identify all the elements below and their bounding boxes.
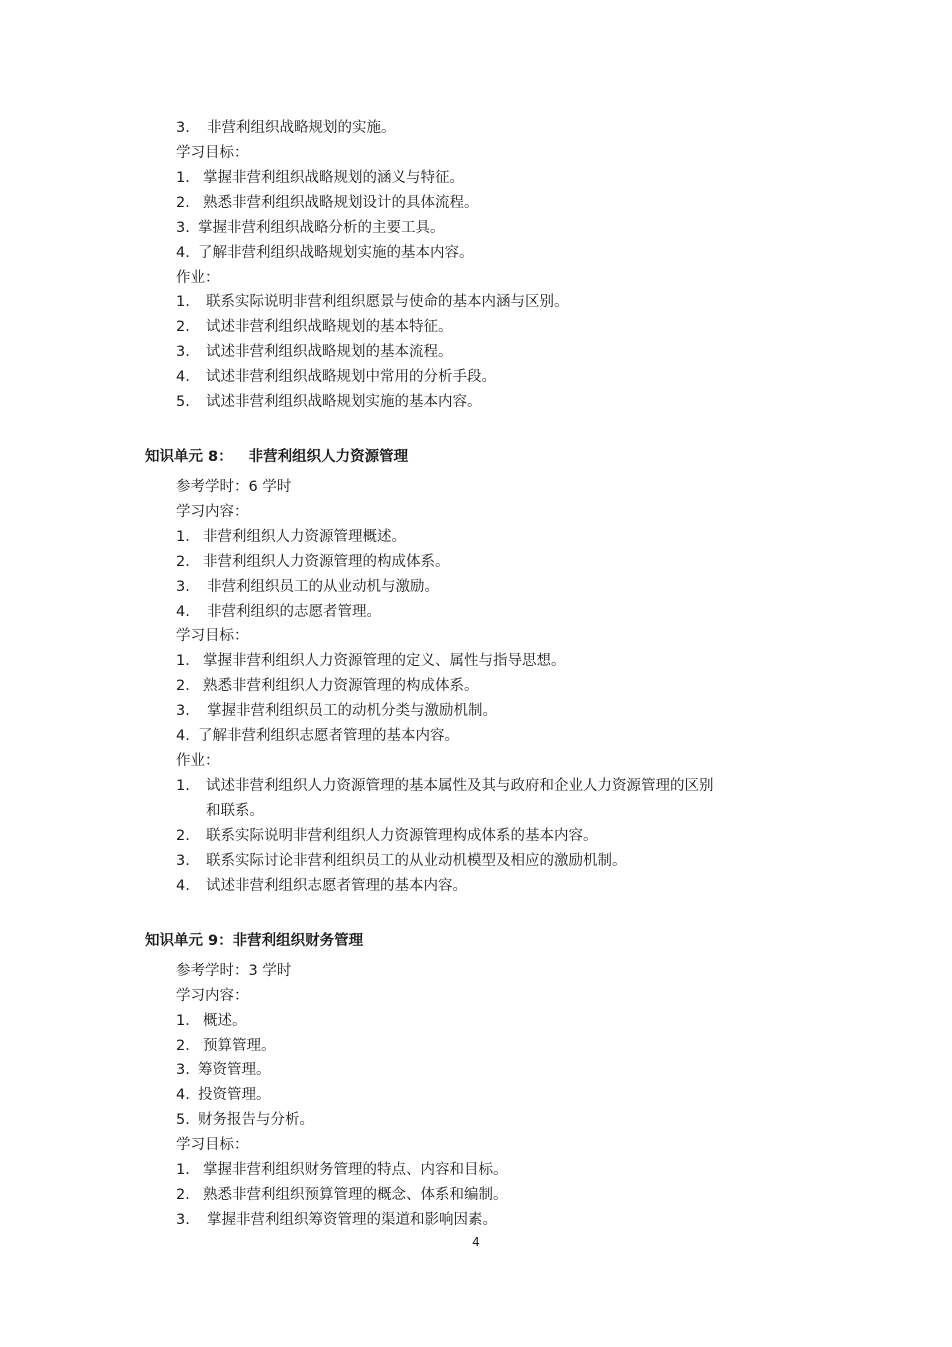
list-item: 3. 筹资管理。 bbox=[176, 1062, 271, 1078]
list-item: 2． 熟悉非营利组织战略规划设计的具体流程。 bbox=[176, 195, 479, 211]
list-item: 2. 试述非营利组织战略规划的基本特征。 bbox=[176, 319, 453, 335]
list-item: 2． 熟悉非营利组织预算管理的概念、体系和编制。 bbox=[176, 1187, 508, 1203]
list-item: 1． 掌握非营利组织财务管理的特点、内容和目标。 bbox=[176, 1162, 508, 1178]
page-number: 4 bbox=[472, 1235, 480, 1249]
list-item: 1. 试述非营利组织人力资源管理的基本属性及其与政府和企业人力资源管理的区别 bbox=[176, 778, 714, 794]
section-label: 学习目标： bbox=[176, 628, 249, 644]
list-item: 4. 了解非营利组织战略规划实施的基本内容。 bbox=[176, 245, 474, 261]
section-label: 学习内容： bbox=[176, 988, 249, 1004]
list-item: 2. 联系实际说明非营利组织人力资源管理构成体系的基本内容。 bbox=[176, 828, 598, 844]
study-hours: 参考学时：6 学时 bbox=[176, 479, 292, 495]
study-hours: 参考学时：3 学时 bbox=[176, 963, 292, 979]
list-item: 1． 掌握非营利组织战略规划的涵义与特征。 bbox=[176, 170, 464, 186]
section-label: 作业： bbox=[176, 270, 220, 286]
list-item: 4. 试述非营利组织战略规划中常用的分析手段。 bbox=[176, 369, 496, 385]
section-label: 学习目标： bbox=[176, 1137, 249, 1153]
list-item: 4. 非营利组织的志愿者管理。 bbox=[176, 604, 381, 620]
list-item-continuation: 和联系。 bbox=[206, 803, 264, 819]
section-heading: 知识单元 9：非营利组织财务管理 bbox=[145, 933, 364, 949]
list-item: 3. 非营利组织员工的从业动机与激励。 bbox=[176, 579, 439, 595]
list-item: 4. 试述非营利组织志愿者管理的基本内容。 bbox=[176, 878, 467, 894]
section-label: 作业： bbox=[176, 753, 220, 769]
list-item: 5. 试述非营利组织战略规划实施的基本内容。 bbox=[176, 394, 482, 410]
list-item: 2． 非营利组织人力资源管理的构成体系。 bbox=[176, 554, 450, 570]
list-item: 1． 非营利组织人力资源管理概述。 bbox=[176, 529, 406, 545]
list-item: 1． 掌握非营利组织人力资源管理的定义、属性与指导思想。 bbox=[176, 653, 566, 669]
list-item: 4. 投资管理。 bbox=[176, 1087, 271, 1103]
list-item: 2． 熟悉非营利组织人力资源管理的构成体系。 bbox=[176, 678, 479, 694]
section-label: 学习目标： bbox=[176, 145, 249, 161]
list-item: 3. 掌握非营利组织筹资管理的渠道和影响因素。 bbox=[176, 1212, 497, 1228]
list-item: 4. 了解非营利组织志愿者管理的基本内容。 bbox=[176, 728, 459, 744]
list-item: 2． 预算管理。 bbox=[176, 1038, 276, 1054]
section-heading: 知识单元 8： 非营利组织人力资源管理 bbox=[145, 449, 409, 465]
list-item: 3. 掌握非营利组织战略分析的主要工具。 bbox=[176, 220, 445, 236]
list-item: 1． 概述。 bbox=[176, 1013, 247, 1029]
list-item: 1. 联系实际说明非营利组织愿景与使命的基本内涵与区别。 bbox=[176, 294, 569, 310]
list-item: 3. 掌握非营利组织员工的动机分类与激励机制。 bbox=[176, 703, 497, 719]
list-item: 3. 试述非营利组织战略规划的基本流程。 bbox=[176, 344, 453, 360]
list-item: 3. 非营利组织战略规划的实施。 bbox=[176, 120, 396, 136]
section-label: 学习内容： bbox=[176, 504, 249, 520]
list-item: 5. 财务报告与分析。 bbox=[176, 1112, 314, 1128]
list-item: 3. 联系实际讨论非营利组织员工的从业动机模型及相应的激励机制。 bbox=[176, 853, 627, 869]
